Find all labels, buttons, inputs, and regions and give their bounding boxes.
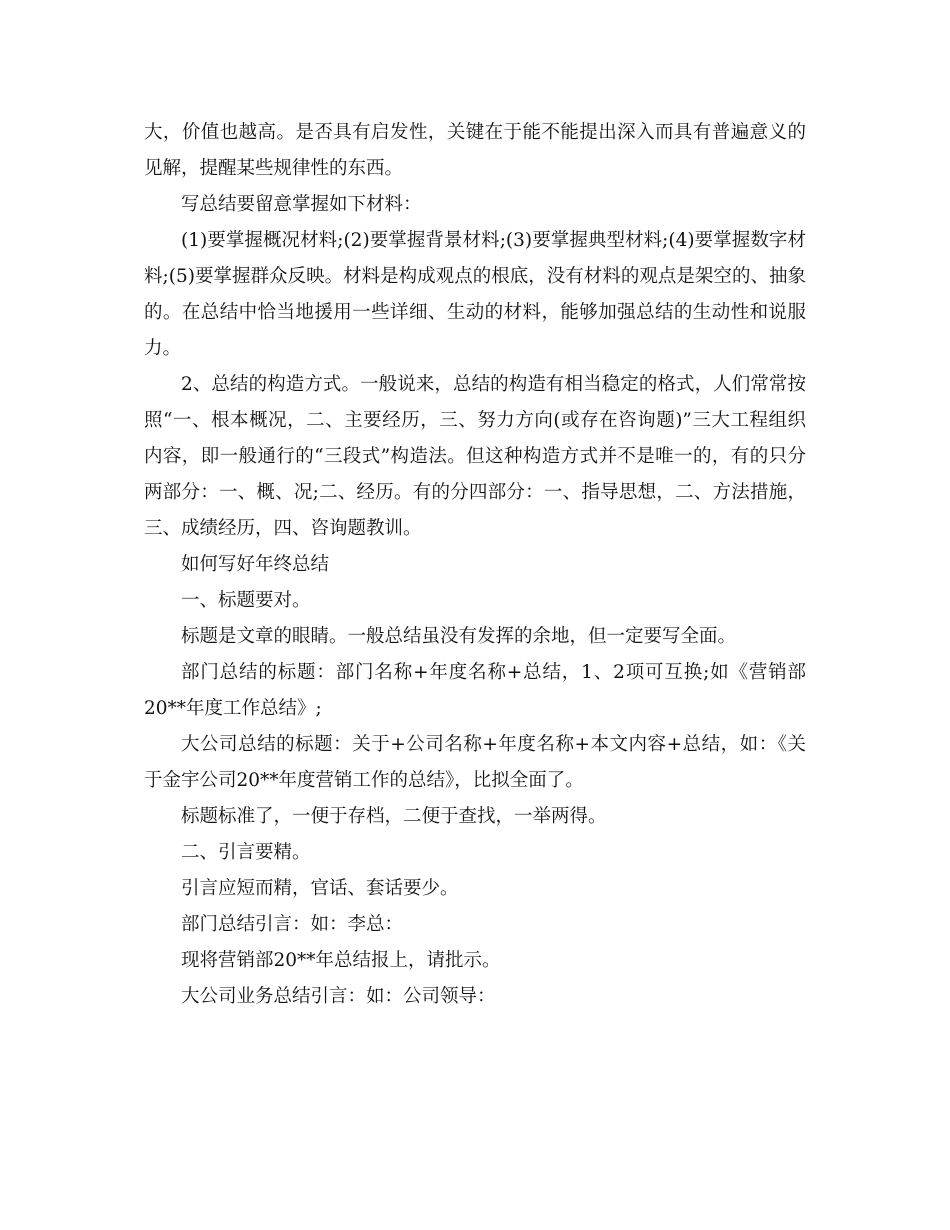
section-heading: 一、标题要对。 <box>181 590 311 611</box>
paragraph: 引言应短而精，官话、套话要少。 <box>181 878 459 899</box>
paragraph: 部门总结引言：如：李总： <box>181 914 404 935</box>
paragraph: 标题标准了，一便于存档，二便于查找，一举两得。 <box>181 806 607 827</box>
paragraph: 大公司总结的标题：关于+公司名称+年度名称+本文内容+总结，如：《关于金宇公司20**年度营销工作的总结》，比拟全面了。 <box>144 734 806 791</box>
paragraph: 大公司业务总结引言：如：公司领导： <box>181 986 496 1007</box>
section-heading: 如何写好年终总结 <box>181 554 330 575</box>
document-body <box>144 115 806 1015</box>
paragraph: 2、总结的构造方式。一般说来，总结的构造有相当稳定的格式，人们常常按照“一、根本概况，二、主要经历，三、努力方向(或存在咨询题)”三大工程组织内容，即一般通行的“三段式”构造法。但这种构造方式并不是唯一的，有的只分两部分：一、概、况;二、经历。有的分四部分：一、指导思想，二、方法措施，三、成绩经历，四、咨询题教训。 <box>144 374 806 539</box>
paragraph: 标题是文章的眼睛。一般总结虽没有发挥的余地，但一定要写全面。 <box>181 626 737 647</box>
paragraph: 大，价值也越高。是否具有启发性，关键在于能不能提出深入而具有普遍意义的见解，提醒某些规律性的东西。 <box>144 122 806 179</box>
section-heading: 二、引言要精。 <box>181 842 311 863</box>
paragraph: (1)要掌握概况材料;(2)要掌握背景材料;(3)要掌握典型材料;(4)要掌握数字材料;(5)要掌握群众反映。材料是构成观点的根底，没有材料的观点是架空的、抽象的。在总结中恰当地援用一些详细、生动的材料，能够加强总结的生动性和说服力。 <box>144 230 806 359</box>
paragraph: 部门总结的标题：部门名称+年度名称+总结，1、2项可互换;如《营销部20**年度工作总结》; <box>144 662 806 719</box>
paragraph: 现将营销部20**年总结报上，请批示。 <box>181 950 501 971</box>
paragraph: 写总结要留意掌握如下材料： <box>181 194 422 215</box>
